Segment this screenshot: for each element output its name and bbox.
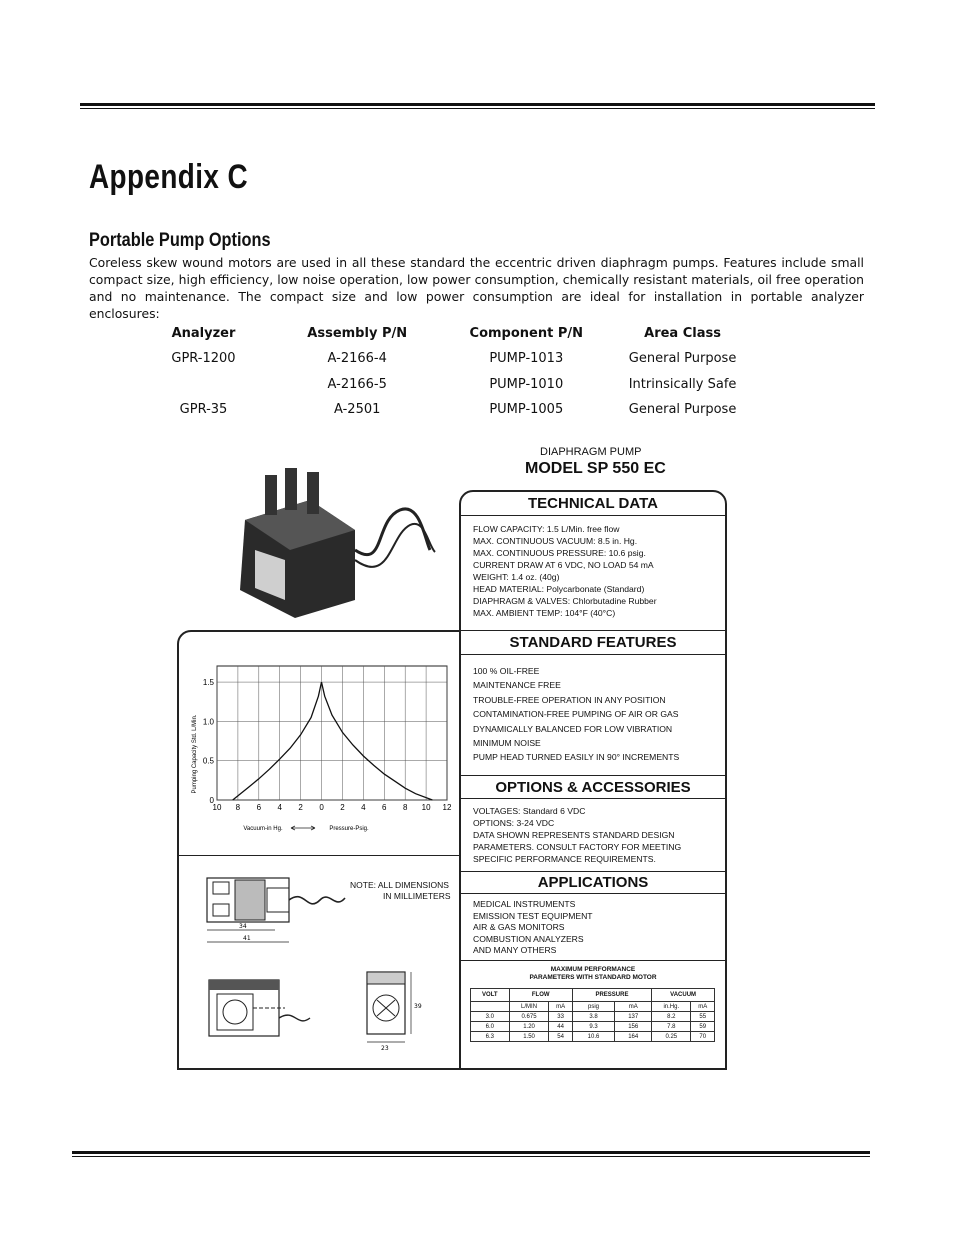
x-tick-label: 12 xyxy=(442,803,452,812)
list-item: EMISSION TEST EQUIPMENT xyxy=(473,910,593,921)
list-item: MINIMUM NOISE xyxy=(473,738,541,749)
x-tick-label: 0 xyxy=(319,803,324,812)
perf-col-flow: FLOW xyxy=(509,989,572,1002)
pump-model: MODEL SP 550 EC xyxy=(525,460,666,477)
list-item: HEAD MATERIAL: Polycarbonate (Standard) xyxy=(473,584,645,594)
table-subheader-row xyxy=(471,1002,715,1012)
y-tick-label: 1.0 xyxy=(202,717,214,727)
chart-arrow xyxy=(291,826,315,830)
cell-assembly: A-2166-4 xyxy=(327,351,387,367)
cell-analyzer: GPR-35 xyxy=(179,402,228,418)
perf-cell: 6.3 xyxy=(471,1032,510,1042)
options-heading: OPTIONS & ACCESSORIES xyxy=(459,776,727,799)
cell-area-class: General Purpose xyxy=(628,402,737,418)
cell-component: PUMP-1005 xyxy=(489,402,564,418)
list-item: SPECIFIC PERFORMANCE REQUIREMENTS. xyxy=(473,854,656,864)
table-header-row xyxy=(142,320,762,346)
standard-features-list xyxy=(473,664,723,765)
series-line-1 xyxy=(322,682,433,800)
applications-heading: APPLICATIONS xyxy=(459,872,727,894)
standard-features-heading: STANDARD FEATURES xyxy=(459,631,727,655)
drawing-note-1: NOTE: ALL DIMENSIONS xyxy=(350,880,449,890)
cell-analyzer: GPR-1200 xyxy=(171,351,236,367)
perf-subheader: psig xyxy=(572,1002,615,1012)
perf-cell: 137 xyxy=(615,1012,652,1022)
technical-data-list xyxy=(473,523,723,619)
applications-list xyxy=(473,899,723,957)
cell-area-class: General Purpose xyxy=(628,351,737,367)
series-line-0 xyxy=(233,682,322,800)
perf-cell: 44 xyxy=(549,1022,572,1032)
perf-subheader: L/MIN xyxy=(509,1002,549,1012)
x-tick-label: 8 xyxy=(235,803,241,812)
list-item: DIAPHRAGM & VALVES: Chlorbutadine Rubber xyxy=(473,596,657,606)
pump-options-table xyxy=(142,320,762,423)
list-item: DYNAMICALLY BALANCED FOR LOW VIBRATION xyxy=(473,723,673,734)
pump-datasheet xyxy=(175,440,730,1075)
chart-x-label-vacuum: Vacuum-in Hg. xyxy=(243,826,283,832)
perf-cell: 59 xyxy=(691,1022,715,1032)
table-row xyxy=(142,346,762,372)
list-item: PUMP HEAD TURNED EASILY IN 90° INCREMENTS xyxy=(473,752,680,763)
technical-data-heading: TECHNICAL DATA xyxy=(459,492,727,516)
perf-subheader xyxy=(471,1002,510,1012)
cell-area-class: Intrinsically Safe xyxy=(628,376,737,392)
perf-cell: 10.6 xyxy=(572,1032,615,1042)
perf-cell: 3.0 xyxy=(471,1012,510,1022)
chart-curves xyxy=(233,682,433,800)
appendix-title: Appendix C xyxy=(89,158,249,196)
col-header-assembly: Assembly P/N xyxy=(307,325,408,341)
perf-cell: 1.50 xyxy=(509,1032,549,1042)
list-item: MEDICAL INSTRUMENTS xyxy=(473,899,576,909)
cell-component: PUMP-1010 xyxy=(489,376,564,392)
chart-y-ticks xyxy=(203,678,215,805)
cell-assembly: A-2501 xyxy=(334,402,381,418)
list-item: TROUBLE-FREE OPERATION IN ANY POSITION xyxy=(473,694,666,705)
cell-assembly: A-2166-5 xyxy=(327,376,387,392)
table-row xyxy=(142,397,762,423)
intro-paragraph: Coreless skew wound motors are used in all these standard the eccentric driven diaphragm pumps. Features include small compact size, high efficiency, low noise operation, low power consumption, chemically resistant materials, oil free operation and no maintenance. The compact size and low power consumption are ideal for installation in portable analyzer enclosures: xyxy=(89,255,864,321)
perf-cell: 3.8 xyxy=(572,1012,615,1022)
x-tick-label: 2 xyxy=(340,803,345,812)
perf-col-pressure: PRESSURE xyxy=(572,989,651,1002)
list-item: 100 % OIL-FREE xyxy=(473,666,540,676)
list-item: MAX. CONTINUOUS PRESSURE: 10.6 psig. xyxy=(473,548,646,558)
table-header-row xyxy=(471,989,715,1002)
dim-label: 34 xyxy=(239,923,247,930)
list-item: WEIGHT: 1.4 oz. (40g) xyxy=(473,572,560,582)
perf-cell: 8.2 xyxy=(652,1012,691,1022)
x-tick-label: 4 xyxy=(277,803,282,812)
x-tick-label: 10 xyxy=(421,803,431,812)
list-item: MAINTENANCE FREE xyxy=(473,680,561,691)
perf-col-vacuum: VACUUM xyxy=(652,989,715,1002)
pump-subtitle: DIAPHRAGM PUMP xyxy=(540,446,642,458)
perf-cell: 6.0 xyxy=(471,1022,510,1032)
col-header-area-class: Area Class xyxy=(644,325,721,341)
drawing-note-2: IN MILLIMETERS xyxy=(383,891,451,901)
perf-cell: 164 xyxy=(615,1032,652,1042)
performance-table xyxy=(470,988,715,1042)
col-header-component: Component P/N xyxy=(469,325,584,341)
panel-divider xyxy=(177,855,461,856)
list-item: MAX. AMBIENT TEMP: 104°F (40°C) xyxy=(473,608,616,618)
perf-cell: 0.25 xyxy=(652,1032,691,1042)
list-item: DATA SHOWN REPRESENTS STANDARD DESIGN xyxy=(473,830,675,840)
dim-label: 41 xyxy=(243,935,251,942)
options-list xyxy=(473,805,723,865)
bottom-rule xyxy=(72,1151,870,1157)
list-item: AIR & GAS MONITORS xyxy=(473,922,565,932)
performance-title-2: PARAMETERS WITH STANDARD MOTOR xyxy=(529,974,657,981)
col-header-analyzer: Analyzer xyxy=(171,325,236,341)
list-item: MAX. CONTINUOUS VACUUM: 8.5 in. Hg. xyxy=(473,536,638,546)
dim-label: 23 xyxy=(381,1045,389,1052)
section-title: Portable Pump Options xyxy=(89,230,271,251)
list-item: AND MANY OTHERS xyxy=(473,945,557,955)
perf-col-volt: VOLT xyxy=(471,989,510,1002)
chart-y-label: Pumping Capacity Std. L/Min. xyxy=(192,714,198,794)
perf-cell: 55 xyxy=(691,1012,715,1022)
section-divider xyxy=(459,960,727,961)
x-tick-label: 8 xyxy=(402,803,408,812)
y-tick-label: 0.5 xyxy=(202,756,214,766)
perf-subheader: mA xyxy=(615,1002,652,1012)
perf-cell: 54 xyxy=(549,1032,572,1042)
top-rule xyxy=(80,103,875,109)
list-item: VOLTAGES: Standard 6 VDC xyxy=(473,806,586,816)
perf-cell: 7.8 xyxy=(652,1022,691,1032)
performance-title-1: MAXIMUM PERFORMANCE xyxy=(550,966,636,973)
y-tick-label: 1.5 xyxy=(202,678,214,688)
cell-analyzer xyxy=(142,372,265,398)
perf-cell: 70 xyxy=(691,1032,715,1042)
perf-cell: 1.20 xyxy=(509,1022,549,1032)
pump-photo xyxy=(225,460,455,620)
y-tick-label: 0 xyxy=(209,796,214,805)
perf-cell: 9.3 xyxy=(572,1022,615,1032)
x-tick-label: 6 xyxy=(256,803,262,812)
x-tick-label: 10 xyxy=(212,803,222,812)
list-item: OPTIONS: 3-24 VDC xyxy=(473,818,555,828)
chart-x-label-pressure: Pressure-Psig. xyxy=(329,826,369,832)
x-tick-label: 6 xyxy=(382,803,387,812)
list-item: CONTAMINATION-FREE PUMPING OF AIR OR GAS xyxy=(473,709,679,720)
cell-component: PUMP-1013 xyxy=(489,351,564,367)
perf-subheader: mA xyxy=(691,1002,715,1012)
table-row xyxy=(471,1022,715,1032)
perf-cell: 0.675 xyxy=(509,1012,549,1022)
list-item: FLOW CAPACITY: 1.5 L/Min. free flow xyxy=(473,524,620,534)
table-row xyxy=(471,1012,715,1022)
dim-label: 39 xyxy=(414,1003,422,1010)
x-tick-label: 4 xyxy=(361,803,366,812)
perf-subheader: mA xyxy=(549,1002,572,1012)
list-item: CURRENT DRAW AT 6 VDC, NO LOAD 54 mA xyxy=(473,560,654,570)
x-tick-label: 2 xyxy=(298,803,303,812)
perf-cell: 156 xyxy=(615,1022,652,1032)
table-row xyxy=(471,1032,715,1042)
flow-pressure-chart xyxy=(179,654,457,852)
chart-frame xyxy=(217,666,447,800)
list-item: PARAMETERS. CONSULT FACTORY FOR MEETING xyxy=(473,842,682,852)
perf-subheader: in.Hg. xyxy=(652,1002,691,1012)
chart-x-ticks xyxy=(213,803,452,812)
table-row xyxy=(142,372,762,398)
list-item: COMBUSTION ANALYZERS xyxy=(473,933,584,944)
perf-cell: 33 xyxy=(549,1012,572,1022)
chart-grid xyxy=(217,666,447,800)
